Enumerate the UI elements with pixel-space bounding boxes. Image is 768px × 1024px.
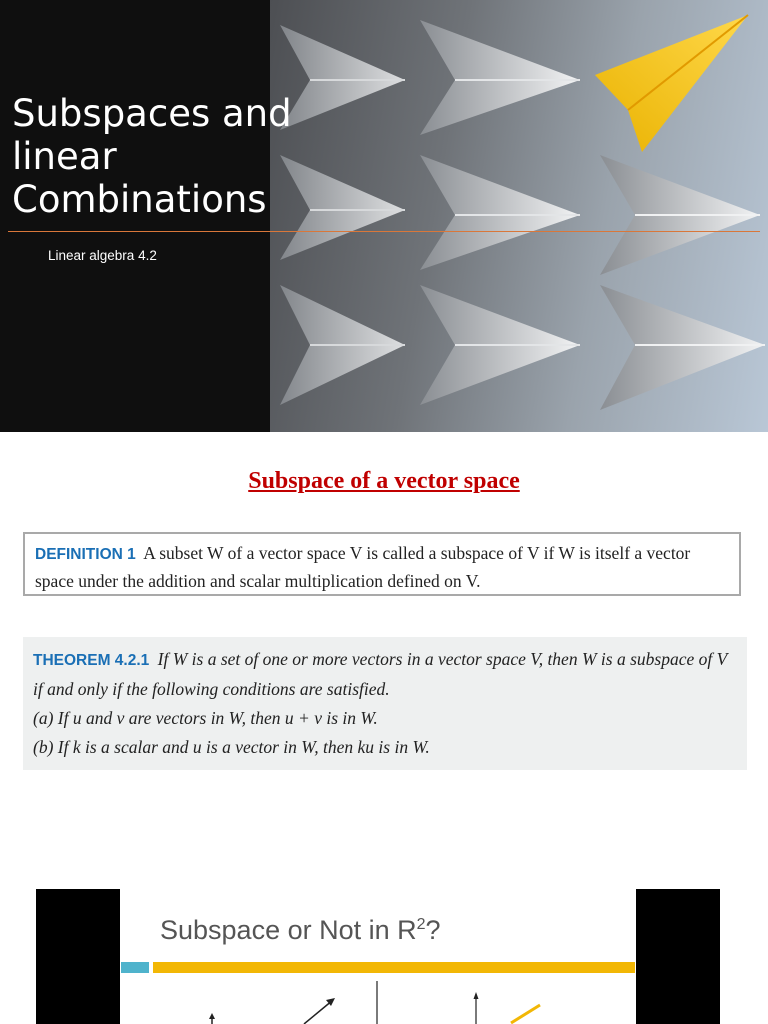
subspace-sketches [36,889,720,1024]
sketch-diagonal-vector [304,998,335,1024]
sketch-yellow-line [511,1005,540,1023]
question-title-suffix: ? [425,915,441,945]
sketch-arrow-up-small [209,1013,215,1024]
definition-label: DEFINITION 1 [35,546,136,563]
theorem-condition-b: (b) If k is a scalar and u is a vector in W, then ku is in W. [33,737,430,757]
paper-planes-image [270,0,768,432]
question-title-superscript: 2 [416,916,426,933]
paper-plane [600,155,760,275]
yellow-paper-plane [595,15,748,152]
paper-plane [600,285,765,410]
subspace-question-slide [36,889,720,1024]
definition-box [23,532,741,596]
theorem-intro-text: If W is a set of one or more vectors in a vector space V, then W is a subspace of V if and only if the following conditions are satisfied. [33,649,727,699]
paper-plane [420,20,580,135]
paper-plane [280,285,405,405]
paper-planes-illustration [270,0,768,432]
paper-plane [420,285,580,405]
paper-plane [420,155,580,270]
sketch-axis-arrow [474,992,479,1024]
section-heading: Subspace of a vector space [248,468,520,494]
slide-subtitle: Linear algebra 4.2 [48,248,157,263]
definition-slide [0,432,768,852]
title-slide [0,0,768,432]
theorem-intro [33,645,737,704]
theorem-label: THEOREM 4.2.1 [33,652,150,669]
definition-text: A subset W of a vector space V is called a subspace of V if W is itself a vector space under the addition and scalar multiplication defined on V. [35,543,691,591]
theorem-box [23,637,747,770]
question-title-text: Subspace or Not in R [160,915,417,945]
slide-title: Subspaces and linear Combinations [12,92,292,221]
title-divider [8,231,760,232]
theorem-condition-a: (a) If u and v are vectors in W, then u + v is in W. [33,708,378,728]
